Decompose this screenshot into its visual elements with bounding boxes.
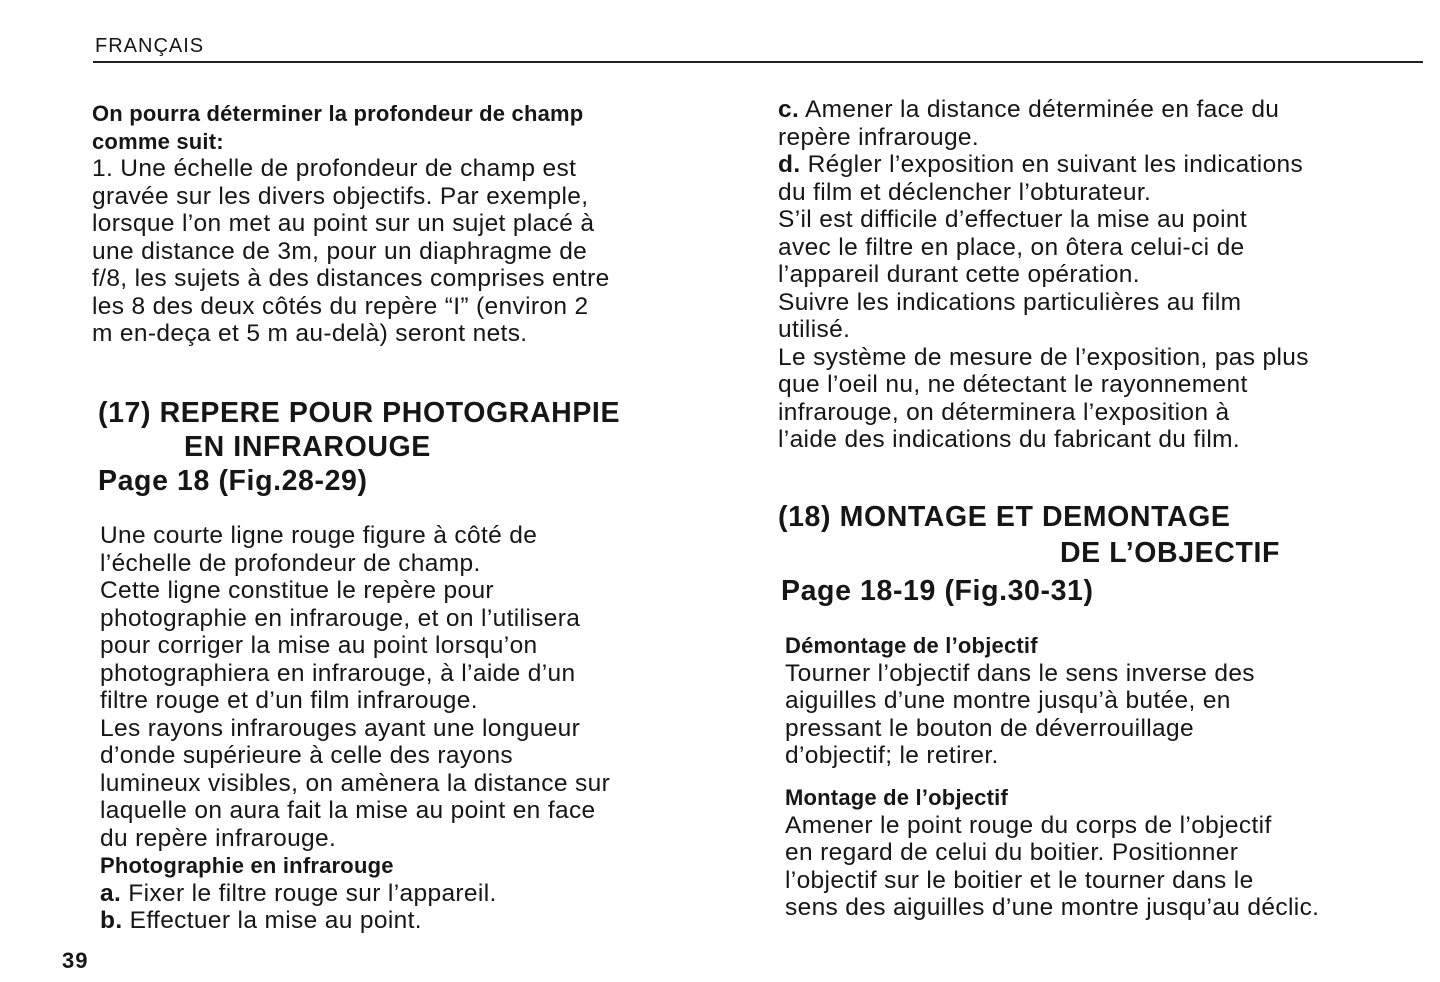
lens-removal-block [785, 632, 1255, 770]
steps-c-d-block [778, 96, 1309, 454]
notes-line: utilisé. [778, 316, 851, 343]
section-17-heading [98, 396, 620, 498]
mount-line: Amener le point rouge du corps de l’objectif [785, 811, 1272, 839]
section-17-line: photographiera en infrarouge, à l’aide d’un [100, 659, 576, 687]
section-17-line: l’échelle de profondeur de champ. [100, 549, 481, 577]
step-d-line-2: du film et déclencher l’obturateur. [778, 178, 1152, 206]
intro-line: les 8 des deux côtés du repère “I” (environ 2 [92, 292, 589, 320]
header-rule [93, 61, 1423, 63]
intro-line: 1. Une échelle de profondeur de champ est [92, 155, 577, 182]
notes-line: Le système de mesure de l’exposition, pas plus [778, 343, 1309, 371]
removal-line: d’objectif; le retirer. [785, 742, 999, 769]
section-18-title-line-2: DE L’OBJECTIF [1060, 537, 1280, 569]
intro-title-line-2: comme suit: [92, 128, 224, 154]
step-a-label: a. [100, 879, 122, 907]
section-18-page-ref: Page 18-19 (Fig.30-31) [781, 575, 1094, 607]
step-d [778, 151, 1309, 179]
language-header: FRANÇAIS [95, 35, 205, 57]
intro-line: lorsque l’on met au point sur un sujet placé à [92, 210, 595, 237]
section-17-line: pour corriger la mise au point lorsqu’on [100, 632, 538, 659]
section-17-line: photographie en infrarouge, et on l’utilisera [100, 604, 581, 632]
intro-line: une distance de 3m, pour un diaphragme de [92, 237, 588, 265]
notes-line: avec le filtre en place, on ôtera celui-ci de [778, 233, 1245, 261]
ir-subheading: Photographie en infrarouge [100, 853, 394, 878]
removal-heading: Démontage de l’objectif [785, 633, 1038, 658]
notes-line: infrarouge, on déterminera l’exposition à [778, 398, 1230, 426]
section-17-body [100, 522, 610, 935]
section-17-line: Cette ligne constitue le repère pour [100, 577, 494, 604]
mount-heading: Montage de l’objectif [785, 785, 1008, 810]
section-17-line: laquelle on aura fait la mise au point en face [100, 797, 596, 824]
step-c [778, 96, 1309, 124]
mount-line: sens des aiguilles d’une montre jusqu’au déclic. [785, 894, 1320, 921]
intro-line: m en-deça et 5 m au-delà) seront nets. [92, 320, 528, 347]
section-17-line: Les rayons infrarouges ayant une longueur [100, 714, 581, 742]
intro-block [92, 100, 610, 348]
section-17-line: filtre rouge et d’un film infrarouge. [100, 687, 478, 714]
step-b-label: b. [100, 907, 123, 934]
section-17-page-ref: Page 18 (Fig.28-29) [98, 465, 368, 497]
page-number: 39 [62, 948, 89, 973]
mount-line: en regard de celui du boitier. Positionner [785, 839, 1239, 866]
step-b-text: Effectuer la mise au point. [122, 907, 422, 934]
section-17-title-line-1: (17) REPERE POUR PHOTOGRAHPIE [98, 397, 621, 429]
notes-line: l’appareil durant cette opération. [778, 261, 1140, 288]
intro-line: f/8, les sujets à des distances comprises entre [92, 265, 610, 292]
removal-line: Tourner l’objectif dans le sens inverse des [785, 659, 1255, 687]
section-18-heading [778, 500, 1280, 608]
notes-line: S’il est difficile d’effectuer la mise au point [778, 206, 1248, 233]
step-c-line-2: repère infrarouge. [778, 123, 980, 151]
notes-line: que l’oeil nu, ne détectant le rayonnement [778, 371, 1248, 398]
step-c-line-1: Amener la distance déterminée en face du [799, 96, 1280, 123]
step-d-label: d. [778, 151, 801, 178]
section-17-line: d’onde supérieure à celle des rayons [100, 742, 514, 769]
lens-mount-block [785, 784, 1319, 922]
intro-line: gravée sur les divers objectifs. Par exemple, [92, 182, 589, 210]
step-a [100, 880, 610, 908]
section-17-line: du repère infrarouge. [100, 824, 337, 852]
intro-title-line-1: On pourra déterminer la profondeur de champ [92, 101, 584, 126]
mount-line: l’objectif sur le boitier et le tourner dans le [785, 866, 1254, 894]
step-b [100, 907, 610, 935]
step-d-line-1: Régler l’exposition en suivant les indications [800, 151, 1304, 178]
step-a-text: Fixer le filtre rouge sur l’appareil. [121, 879, 497, 907]
removal-line: aiguilles d’une montre jusqu’à butée, en [785, 687, 1231, 714]
step-c-label: c. [778, 96, 800, 123]
section-18-title-line-1: (18) MONTAGE ET DEMONTAGE [778, 501, 1231, 533]
notes-line: Suivre les indications particulières au film [778, 288, 1242, 316]
removal-line: pressant le bouton de déverrouillage [785, 714, 1194, 742]
section-17-line: lumineux visibles, on amènera la distance sur [100, 769, 611, 797]
notes-line: l’aide des indications du fabricant du film. [778, 426, 1241, 453]
section-17-title-line-2: EN INFRAROUGE [184, 431, 431, 463]
section-17-line: Une courte ligne rouge figure à côté de [100, 522, 538, 549]
